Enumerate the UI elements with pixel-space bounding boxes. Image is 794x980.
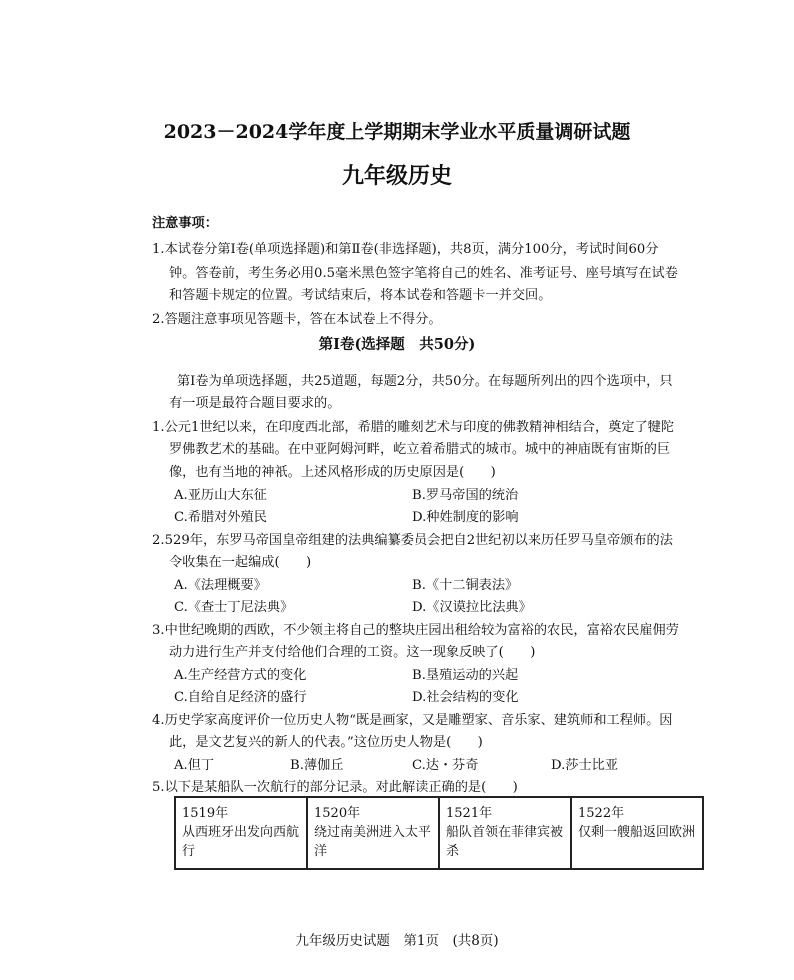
table-cell-1521 [439, 797, 571, 869]
q2-stem-2: 令收集在一起编成( ) [169, 555, 312, 570]
table-cell-1520 [307, 797, 439, 869]
q3-stem-1: 3.中世纪晚期的西欧，不少领主将自己的整块庄园出租给较为富裕的农民，富裕农民雇佣劳 [152, 623, 679, 638]
notice-heading: 注意事项： [152, 216, 218, 231]
notice-line-4: 2.答题注意事项见答题卡，答在本试卷上不得分。 [152, 312, 442, 327]
section-title: 第Ⅰ卷(选择题 共50分) [318, 336, 476, 353]
table-cell-1522 [571, 797, 703, 869]
section-intro-2: 有一项是最符合题目要求的。 [169, 396, 341, 411]
q2-option-c: C.《查士丁尼法典》 [174, 600, 294, 615]
table-row [175, 797, 703, 869]
q1-stem-3: 像，也有当地的神祇。上述风格形成的历史原因是( ) [169, 465, 496, 480]
q2-option-a: A.《法理概要》 [174, 578, 267, 593]
q3-option-d: D.社会结构的变化 [412, 690, 519, 705]
q4-option-a: A.但丁 [174, 758, 215, 773]
q2-option-d: D.《汉谟拉比法典》 [412, 600, 532, 615]
q1-option-b: B.罗马帝国的统治 [412, 488, 519, 503]
section-intro-1: 第Ⅰ卷为单项选择题，共25道题，每题2分，共50分。在每题所列出的四个选项中，只 [177, 374, 673, 389]
q4-option-c: C.达・芬奇 [412, 758, 479, 773]
q3-stem-2: 动力进行生产并支付给他们合理的工资。这一现象反映了( ) [169, 645, 536, 660]
q5-stem-1: 5.以下是某船队一次航行的部分记录。对此解读正确的是( ) [152, 780, 518, 795]
cell-event: 从西班牙出发向西航行 [182, 825, 300, 859]
page-footer: 九年级历史试题 第1页 (共8页) [295, 933, 499, 949]
exam-title: 2023－2024学年度上学期期末学业水平质量调研试题 [163, 121, 631, 143]
cell-year: 1522年 [578, 806, 625, 821]
q3-option-c: C.自给自足经济的盛行 [174, 690, 307, 705]
cell-year: 1521年 [446, 806, 493, 821]
q4-stem-1: 4.历史学家高度评价一位历史人物“既是画家，又是雕塑家、音乐家、建筑师和工程师。因 [152, 713, 673, 728]
notice-line-2: 钟。答卷前，考生务必用0.5毫米黑色签字笔将自己的姓名、准考证号、座号填写在试卷 [169, 266, 678, 281]
q4-stem-2: 此，是文艺复兴的新人的代表。”这位历史人物是( ) [169, 735, 483, 750]
cell-year: 1519年 [182, 806, 229, 821]
table-cell-1519 [175, 797, 307, 869]
cell-event: 绕过南美洲进入太平洋 [314, 825, 432, 859]
exam-subject: 九年级历史 [341, 163, 452, 189]
q3-option-b: B.垦殖运动的兴起 [412, 668, 519, 683]
q2-option-b: B.《十二铜表法》 [412, 578, 519, 593]
q1-stem-2: 罗佛教艺术的基础。在中亚阿姆河畔，屹立着希腊式的城市。城中的神庙既有宙斯的巨 [169, 442, 671, 457]
cell-event: 船队首领在菲律宾被杀 [446, 825, 564, 859]
q1-option-a: A.亚历山大东征 [174, 488, 267, 503]
q1-stem-1: 1.公元1世纪以来，在印度西北部，希腊的雕刻艺术与印度的佛教精神相结合，奠定了犍陀 [152, 420, 675, 435]
notice-line-3: 和答题卡规定的位置。考试结束后，将本试卷和答题卡一并交回。 [169, 288, 552, 303]
q4-option-b: B.薄伽丘 [290, 758, 344, 773]
notice-line-1: 1.本试卷分第Ⅰ卷(单项选择题)和第Ⅱ卷(非选择题)，共8页，满分100分，考试时间60分 [152, 242, 659, 257]
cell-year: 1520年 [314, 806, 361, 821]
q2-stem-1: 2.529年，东罗马帝国皇帝组建的法典编纂委员会把自2世纪初以来历任罗马皇帝颁布的法 [152, 533, 673, 548]
voyage-record-table [174, 796, 704, 870]
q4-option-d: D.莎士比亚 [551, 758, 619, 773]
cell-event: 仅剩一艘船返回欧洲 [578, 825, 696, 840]
q1-option-d: D.种姓制度的影响 [412, 510, 519, 525]
q3-option-a: A.生产经营方式的变化 [174, 668, 307, 683]
q1-option-c: C.希腊对外殖民 [174, 510, 267, 525]
